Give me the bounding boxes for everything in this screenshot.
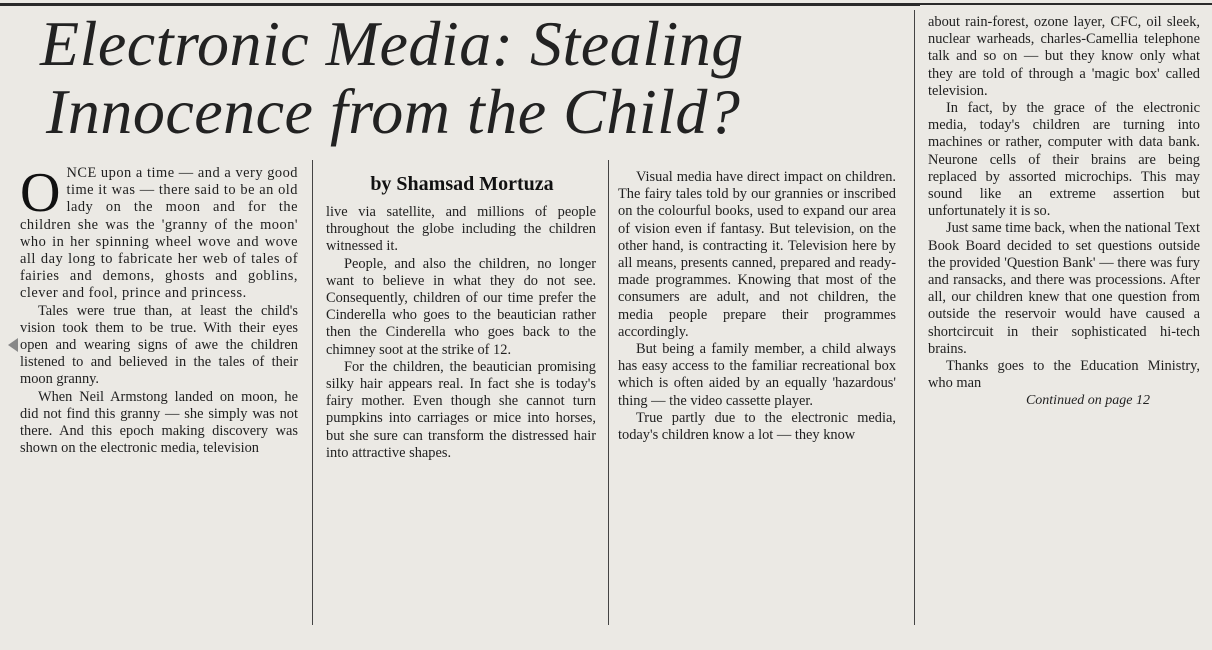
right-top-rule	[920, 3, 1212, 5]
column-divider-3	[914, 10, 915, 625]
column-1	[20, 162, 298, 457]
left-arrow-icon	[8, 338, 18, 352]
column-4-paragraph-1: about rain-forest, ozone layer, CFC, oil sleek, nuclear warheads, charles-Camellia telephone talk and so on — but they know only what they are told of through a 'magic box' called television.	[928, 14, 1200, 99]
column-4-paragraph-2: In fact, by the grace of the electronic media, today's children are turning into machines or rather, computer with data bank. Neurone cells of their brains are being replaced by assorted microchips. This may sound like an extreme assertion but unfortunately it is so.	[928, 100, 1200, 220]
column-divider-2	[608, 160, 609, 625]
headline	[40, 10, 920, 146]
headline-line-2: Innocence from the Child?	[46, 76, 741, 147]
lead-paragraph	[20, 162, 298, 303]
column-3-paragraph-2: But being a family member, a child always has easy access to the familiar recreational box which is often aided by an equally 'hazardous' thing — the video cassette player.	[618, 341, 896, 409]
column-1-paragraph-1: Tales were true than, at least the child's vision took them to be true. With their eyes open and wearing signs of awe the children listened to and believed in the tales of their moon granny.	[20, 302, 298, 388]
column-divider-1	[312, 160, 313, 625]
lead-text: NCE upon a time — and a very good time it was — there said to be an old lady on the moon and for the children she was the 'granny of the moon' who in her spinning wheel wove and wove all day long to fabricate her web of tales of fairies and demons, ghosts and goblins, clever and fool, prince and princess.	[20, 165, 298, 302]
column-1-paragraph-2: When Neil Armstong landed on moon, he did not find this granny — she simply was not there. And this epoch making discovery was shown on the electronic media, television	[20, 388, 298, 457]
column-2-paragraph-2: People, and also the children, no longer want to believe in what they do not see. Consequently, children of our time prefer the Cinderella who goes to the beautician rather then the Cinderella who goes back to the chimney soot at the strike of 12.	[326, 255, 596, 358]
column-2-paragraph-3: For the children, the beautician promising silky hair appears real. In fact she is today's fairy mother. Even though she cannot turn pumpkins into carriages or mice into horses, but she sure can transform the distressed hair into attractive shapes.	[326, 358, 596, 461]
headline-line-1: Electronic Media: Stealing	[40, 8, 744, 79]
column-3-paragraph-1: Visual media have direct impact on children. The fairy tales told by our grannies or inscribed on the colourful books, used to expand our area of vision even if fantasy. But television, on the other hand, is contracting it. Television here by all means, presents canned, prepared and ready-made programmes. Knowing that most of the consumers are adult, and not children, the media people prepare their programmes accordingly.	[618, 169, 896, 340]
column-3	[618, 169, 896, 444]
continued-on-page-label: Continued on page 12	[1025, 393, 1150, 409]
column-4	[928, 14, 1200, 410]
top-rule	[0, 3, 920, 6]
column-3-paragraph-3: True partly due to the electronic media, today's children know a lot — they know	[618, 409, 896, 444]
column-4-paragraph-3: Just same time back, when the national Text Book Board decided to set questions outside the provided 'Question Bank' — there was fury and ransacks, and there was processions. After all, our children knew that one question from outside the reservoir would have caused a shortcircuit in their sophisticated hi-tech brains.	[928, 220, 1200, 357]
byline: by Shamsad Mortuza	[370, 173, 554, 195]
column-2	[326, 204, 596, 462]
column-2-paragraph-1: live via satellite, and millions of people throughout the globe including the children witnessed it.	[326, 204, 596, 255]
column-4-paragraph-4: Thanks goes to the Education Ministry, who man	[928, 358, 1200, 392]
drop-cap: O	[20, 162, 61, 224]
